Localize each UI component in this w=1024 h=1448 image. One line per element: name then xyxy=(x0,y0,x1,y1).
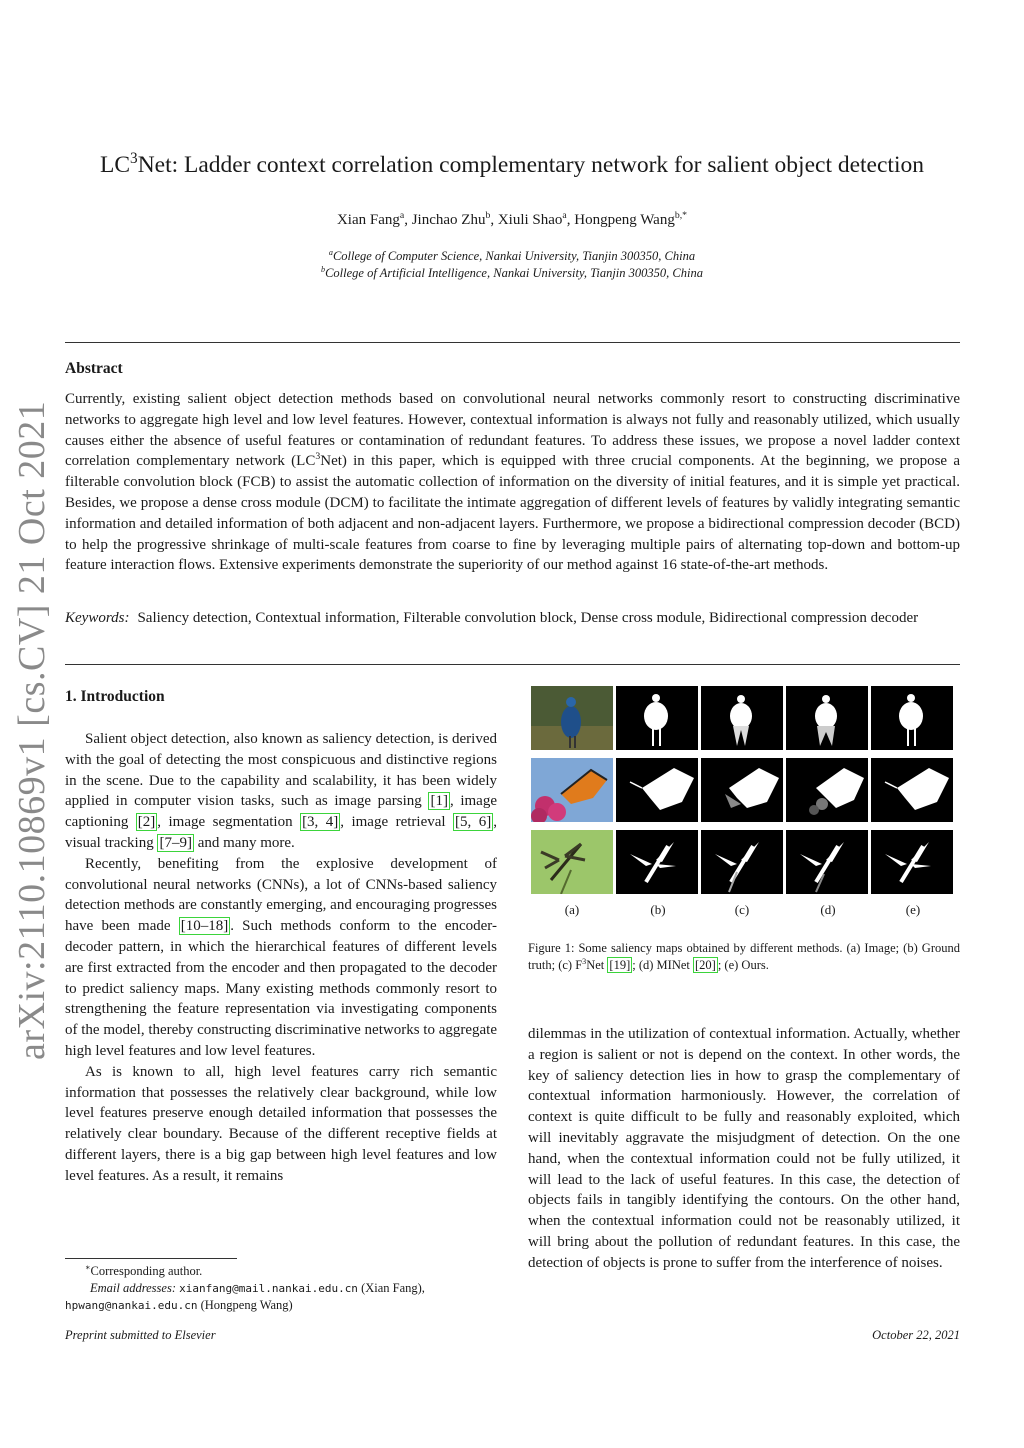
citation-link[interactable]: [5, 6] xyxy=(455,814,492,831)
abstract-text: Currently, existing salient object detection methods based on convolutional neural networks commonly resort to constructing discriminative networks to aggregate high level and low level features. However, contextual information is always not fully and reasonably utilized, which usually causes either the absence of useful features or contamination of redundant features. To address these issues, we propose a novel ladder context correlation complementary network $(LC^3Net)$ in this paper, which is equipped with three crucial components. At the beginning, we propose a filterable convolution block (FCB) to assist the automatic collection of information on the diversity of initial features, and it is simple yet practical. Besides, we propose a dense cross module (DCM) to facilitate the intimate aggregation of different levels of features by validly integrating semantic information and detailed information of both adjacent and non-adjacent layers. Furthermore, we propose a bidirectional compression decoder (BCD) to help the progressive shrinkage of multi-scale features from coarse to fine by leveraging multiple pairs of alternating top-down and bottom-up feature interaction flows. Extensive experiments demonstrate the superiority of our method against 16 state-of-the-art methods. xyxy=(65,391,961,574)
author-list: Xian Fang$^a$, Jinchao Zhu$^b$, Xiuli Shao$^a$, Hongpeng Wang$^{b,*}$ xyxy=(336,210,688,228)
footer-date: October 22, 2021 xyxy=(872,1328,960,1342)
input-image-butterfly xyxy=(531,758,613,822)
minet-map-dragonfly xyxy=(786,830,868,894)
author-name: Xian Fang xyxy=(336,212,400,228)
f3net-map-dragonfly xyxy=(701,830,783,894)
subfigure-label: (e) xyxy=(905,902,921,917)
subfigure-label: (d) xyxy=(820,902,836,917)
footnote-emails-cont: hpwang@nankai.edu.cn (Hongpeng Wang) xyxy=(65,1298,293,1312)
citation-link[interactable]: [10–18] xyxy=(180,918,229,935)
figure-caption: Figure 1: Some saliency maps obtained by different methods. (a) Image; (b) Ground truth; (c) $F^3Net$ [19] ; (d) MINet [20] ; (e) Ours. xyxy=(528,941,960,972)
right-column xyxy=(528,1024,960,1274)
left-column xyxy=(65,729,497,1187)
paragraph: As is known to all, high level features carry rich semantic information that possesses the relatively clear background, while low level features preserve enough detailed information that possesses the relatively clear boundary. Because of the different receptive fields at different layers, there is a big gap between high level features and low level features. As a result, it remains xyxy=(65,1063,497,1184)
divider xyxy=(65,342,960,343)
affiliation: $^a$College of Computer Science, Nankai University, Tianjin 300350, China xyxy=(328,247,696,263)
ground-truth-peacock xyxy=(616,686,698,750)
ground-truth-dragonfly xyxy=(616,830,698,894)
f3net-map-butterfly xyxy=(701,758,783,822)
subfigure-label: (a) xyxy=(564,902,580,917)
divider xyxy=(65,664,960,665)
footer-left: Preprint submitted to Elsevier xyxy=(65,1328,216,1342)
citation-link[interactable]: [20] xyxy=(695,958,716,972)
subfigure-label: (c) xyxy=(734,902,750,917)
citation-link[interactable]: [19] xyxy=(609,958,631,972)
paragraph: Salient object detection, also known as saliency detection, is derived with the goal of detecting the most conspicuous and distinctive regions in the scene. Due to the capability and scalability, it has been widely applied in computer vision tasks, such as image parsing [1] , image captioning [2] , image segmentation [3, 4] , image retrieval [5, 6] , visual tracking [7–9] and many more. xyxy=(65,731,497,851)
input-image-peacock xyxy=(531,686,613,750)
author-name: Xiuli Shao xyxy=(497,212,563,228)
footnote-corresponding: ∗Corresponding author. xyxy=(85,1262,203,1278)
ours-map-butterfly xyxy=(871,758,953,822)
footnote-divider xyxy=(65,1258,237,1259)
footnote-emails: Email addresses: xianfang@mail.nankai.edu.cn (Xian Fang), xyxy=(90,1281,425,1295)
arxiv-side-label: arXiv:2110.10869v1 [cs.CV] 21 Oct 2021 xyxy=(11,400,53,1060)
affiliation: $^b$College of Artificial Intelligence, Nankai University, Tianjin 300350, China xyxy=(321,264,703,280)
author-name: Hongpeng Wang xyxy=(574,212,675,228)
paragraph: dilemmas in the utilization of contextual information. Actually, whether a region is salient or not is depend on the context. In other words, the key of saliency detection lies in how to grasp the complementary of contextual information harmoniously. However, the correlation of context is quite difficult to be fully and reasonably exploited, which will inevitably aggravate the misjudgment of detection. On the one hand, when the contextual information could not be fully utilized, it will lead to the lack of useful features. In this case, the detection of objects fails in tangibly identifying the contours. On the other hand, when the contextual information could not be reasonably utilized, it will bring about the pollution of redundant features. In this case, the detection of objects is prone to suffer from the interference of noises. xyxy=(528,1026,960,1271)
author-name: Jinchao Zhu xyxy=(411,212,486,228)
ours-map-peacock xyxy=(871,686,953,750)
paper-title: $LC^3Net$: Ladder context correlation complementary network for salient object detection xyxy=(100,150,924,178)
minet-map-peacock xyxy=(786,686,868,750)
abstract-heading: Abstract xyxy=(65,360,123,377)
email-link[interactable]: hpwang@nankai.edu.cn xyxy=(65,1299,198,1312)
minet-map-butterfly xyxy=(786,758,868,822)
input-image-dragonfly xyxy=(531,830,613,894)
f3net-map-peacock xyxy=(701,686,783,750)
figure-1-grid xyxy=(531,686,955,894)
keywords: Keywords: Saliency detection, Contextual information, Filterable convolution block, Dense cross module, Bidirectional compression decoder xyxy=(65,610,919,626)
citation-link[interactable]: [7–9] xyxy=(159,834,192,851)
section-heading: 1. Introduction xyxy=(65,688,165,705)
subfigure-label: (b) xyxy=(650,902,666,917)
ground-truth-butterfly xyxy=(616,758,698,822)
ours-map-dragonfly xyxy=(871,830,953,894)
citation-link[interactable]: [3, 4] xyxy=(302,814,339,831)
citation-link[interactable]: [1] xyxy=(430,793,448,810)
paragraph: Recently, benefiting from the explosive development of convolutional neural networks (CNNs), a lot of CNNs-based saliency detection methods are constantly emerging, and encouraging progresses have been made [10–18] . Such methods conform to the encoder-decoder pattern, in which the hierarchical features of different levels are first extracted from the encoder and then propagated to the decoder to predict saliency maps. Many existing methods commonly resort to strengthening the feature representation via investigating components of the model, thereby constructing discriminative networks to aggregate high level features and low level features. xyxy=(65,855,497,1059)
citation-link[interactable]: [2] xyxy=(137,814,156,831)
email-link[interactable]: xianfang@mail.nankai.edu.cn xyxy=(179,1282,358,1295)
